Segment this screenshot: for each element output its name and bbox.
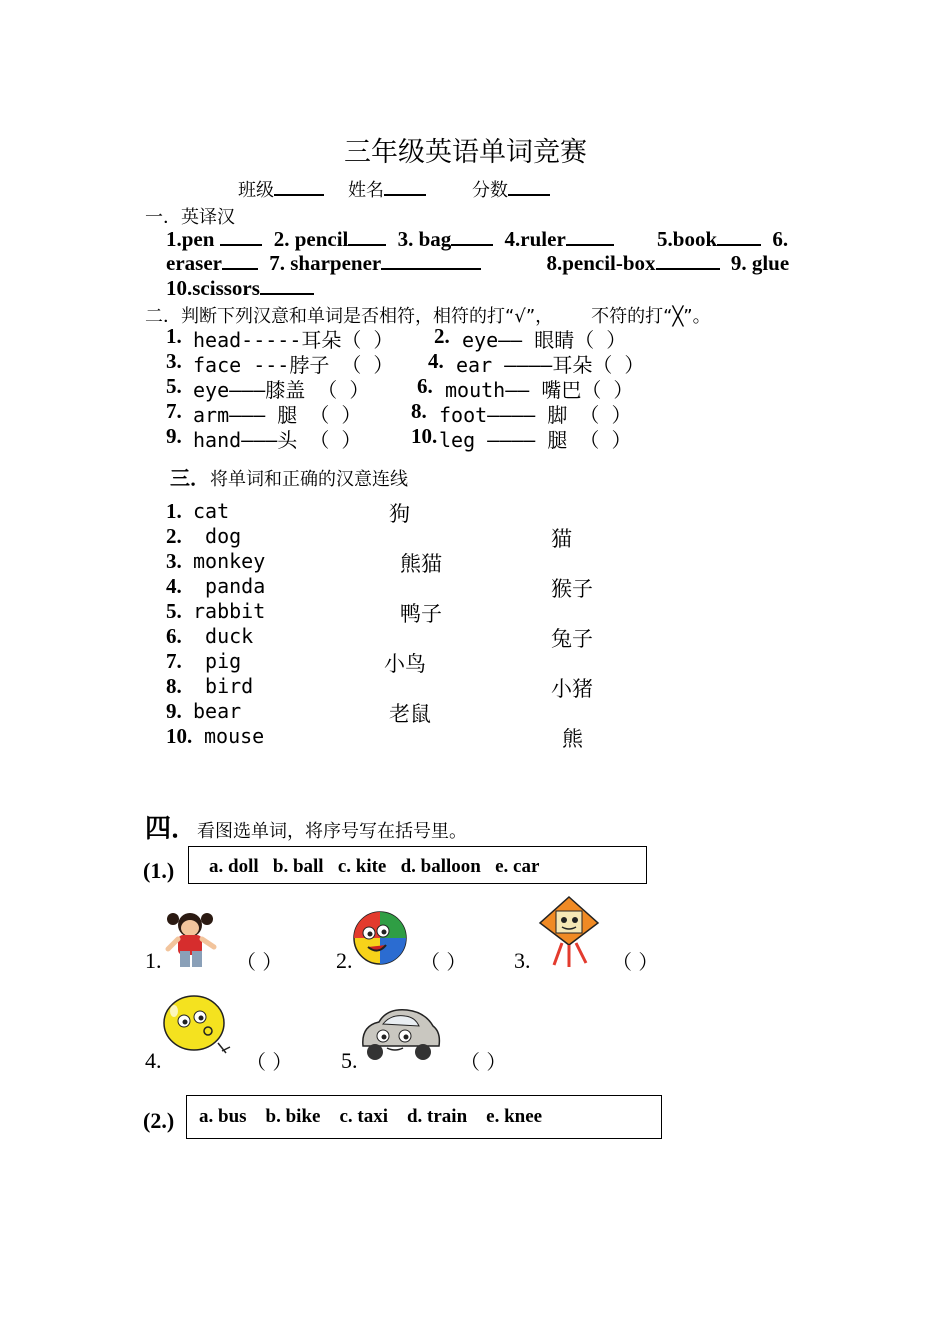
item-book: 5.book <box>657 227 718 251</box>
item-sharpener: 7. sharpener <box>269 251 382 275</box>
match-word-number: 8. <box>166 674 182 698</box>
judge-item-number: 5. <box>166 374 182 398</box>
match-word[interactable]: dog <box>193 524 242 548</box>
match-word-number: 4. <box>166 574 182 598</box>
section1-line1 <box>166 226 788 252</box>
name-blank[interactable] <box>384 176 426 196</box>
judge-item-number: 10. <box>411 424 438 448</box>
match-word-number: 5. <box>166 599 182 623</box>
judge-item-text: foot———— 脚 （ ） <box>439 403 632 427</box>
section1-line3 <box>166 275 314 301</box>
item-eraser: eraser <box>166 251 222 275</box>
match-meaning[interactable]: 猫 <box>551 527 572 551</box>
match-word[interactable]: bear <box>193 699 242 723</box>
page-title: 三年级英语单词竞赛 <box>344 137 587 168</box>
answer-blank[interactable] <box>222 250 258 270</box>
group2-options: a. bus b. bike c. taxi d. train e. knee <box>199 1106 543 1127</box>
name-label: 姓名 <box>348 180 384 201</box>
judge-item-number: 9. <box>166 424 182 448</box>
judge-item-text: face ---脖子 （ ） <box>193 353 394 377</box>
item-4-number: 4. <box>145 1048 162 1073</box>
section4-heading <box>145 808 467 845</box>
group2-word-box <box>186 1095 662 1139</box>
item-5-answer-paren[interactable]: （ ） <box>460 1050 507 1074</box>
match-word-number: 1. <box>166 499 182 523</box>
item-4-answer-paren[interactable]: （ ） <box>246 1050 293 1074</box>
section3-text: 将单词和正确的汉意连线 <box>210 469 408 490</box>
answer-blank[interactable] <box>656 250 720 270</box>
match-word[interactable]: bird <box>193 674 254 698</box>
judge-item-text: mouth—— 嘴巴（ ） <box>445 378 634 402</box>
judge-item-text: hand———头 （ ） <box>193 428 362 452</box>
judge-item-number: 1. <box>166 324 182 348</box>
judge-item-text: arm——— 腿 （ ） <box>193 403 362 427</box>
item-pencil-box: 8.pencil-box <box>546 251 656 275</box>
match-meaning[interactable]: 老鼠 <box>389 702 431 726</box>
score-label: 分数 <box>472 180 508 201</box>
match-word[interactable]: rabbit <box>193 599 266 623</box>
doll-icon <box>160 905 220 970</box>
answer-blank[interactable] <box>381 250 481 270</box>
kite-icon <box>534 893 604 969</box>
item-1-number: 1. <box>145 948 162 973</box>
match-word[interactable]: mouse <box>204 724 265 748</box>
item-1-answer-paren[interactable]: （ ） <box>236 950 283 974</box>
item-bag: 3. bag <box>397 227 452 251</box>
match-meaning[interactable]: 狗 <box>389 502 410 526</box>
match-meaning[interactable]: 鸭子 <box>400 602 442 626</box>
class-label: 班级 <box>238 180 274 201</box>
judge-item-text: leg ———— 腿 （ ） <box>439 428 632 452</box>
answer-blank[interactable] <box>348 226 386 246</box>
item-pencil: 2. pencil <box>273 227 349 251</box>
score-blank[interactable] <box>508 176 550 196</box>
section4-number: 四． <box>145 814 198 844</box>
item-scissors: 10.scissors <box>166 276 260 300</box>
match-meaning[interactable]: 兔子 <box>551 627 593 651</box>
section1-heading: 一．英译汉 <box>145 207 235 228</box>
match-word-number: 7. <box>166 649 182 673</box>
class-field <box>238 176 324 202</box>
section2-heading-left: 二．判断下列汉意和单词是否相符，相符的打“ <box>145 306 515 327</box>
match-word[interactable]: pig <box>193 649 242 673</box>
item-glue: 9. glue <box>730 251 790 275</box>
match-meaning[interactable]: 熊猫 <box>400 552 442 576</box>
match-word[interactable]: duck <box>193 624 254 648</box>
judge-item-text: eye———膝盖 （ ） <box>193 378 370 402</box>
judge-item-number: 7. <box>166 399 182 423</box>
section2-heading-mid: ”， <box>525 306 554 327</box>
match-word-number: 10. <box>166 724 193 748</box>
judge-item-text: ear ————耳朵（ ） <box>456 353 645 377</box>
match-word[interactable]: panda <box>193 574 266 598</box>
item-eraser-num: 6. <box>772 227 789 251</box>
match-meaning[interactable]: 小猪 <box>551 677 593 701</box>
judge-item-text: eye—— 眼睛（ ） <box>462 328 627 352</box>
item-ruler: 4.ruler <box>504 227 566 251</box>
judge-item-number: 2. <box>434 324 450 348</box>
group1-word-box <box>188 846 647 884</box>
judge-item-number: 4. <box>428 349 444 373</box>
car-icon <box>357 1004 443 1064</box>
match-word-number: 9. <box>166 699 182 723</box>
ball-icon <box>352 909 408 967</box>
match-word-number: 2. <box>166 524 182 548</box>
item-2-number: 2. <box>336 948 353 973</box>
section1-line2 <box>166 250 789 276</box>
judge-item-number: 8. <box>411 399 427 423</box>
group2-label: (2.) <box>143 1108 175 1133</box>
match-meaning[interactable]: 小鸟 <box>384 652 426 676</box>
match-word[interactable]: cat <box>193 499 230 523</box>
item-3-answer-paren[interactable]: （ ） <box>612 950 659 974</box>
answer-blank[interactable] <box>451 226 493 246</box>
class-blank[interactable] <box>274 176 324 196</box>
judge-item-text: head-----耳朵（ ） <box>193 328 394 352</box>
match-meaning[interactable]: 熊 <box>562 727 583 751</box>
item-pen: 1.pen <box>166 227 215 251</box>
section4-text: 看图选单词，将序号写在括号里。 <box>197 821 468 842</box>
answer-blank[interactable] <box>717 226 761 246</box>
check-mark: √ <box>514 306 526 327</box>
name-field <box>348 176 426 202</box>
answer-blank[interactable] <box>220 226 262 246</box>
group1-label: (1.) <box>143 858 175 883</box>
section3-heading <box>170 462 408 491</box>
judge-item-number: 6. <box>417 374 433 398</box>
item-3-number: 3. <box>514 948 531 973</box>
score-field <box>472 176 550 202</box>
match-meaning[interactable]: 猴子 <box>551 577 593 601</box>
match-word[interactable]: monkey <box>193 549 266 573</box>
judge-item-number: 3. <box>166 349 182 373</box>
section2-heading-right: 不符的打“╳”。 <box>591 306 711 327</box>
section3-number: 三． <box>170 466 210 490</box>
item-5-number: 5. <box>341 1048 358 1073</box>
group1-options: a. doll b. ball c. kite d. balloon e. car <box>209 856 540 877</box>
item-2-answer-paren[interactable]: （ ） <box>420 950 467 974</box>
balloon-icon <box>160 993 235 1063</box>
match-word-number: 3. <box>166 549 182 573</box>
answer-blank[interactable] <box>260 275 314 295</box>
match-word-number: 6. <box>166 624 182 648</box>
answer-blank[interactable] <box>566 226 614 246</box>
